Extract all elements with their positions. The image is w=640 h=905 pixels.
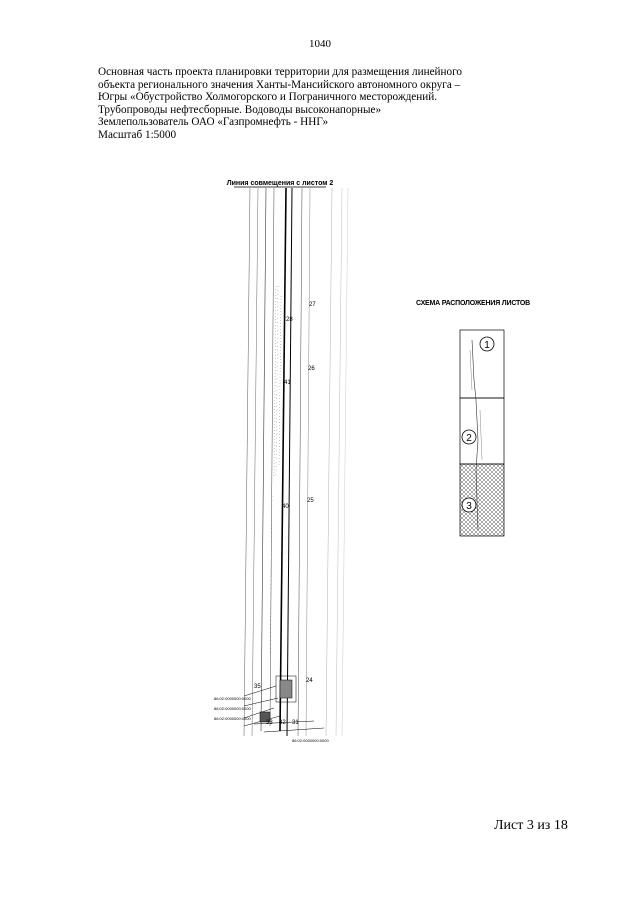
header-line: объекта регионального значения Ханты-Мансийского автономного округа – (98, 78, 461, 91)
map-svg (214, 176, 354, 756)
scheme-title: СХЕМА РАСПОЛОЖЕНИЯ ЛИСТОВ (416, 300, 530, 307)
svg-text:24: 24 (306, 678, 313, 684)
svg-text:86:02:0000000:0000: 86:02:0000000:0000 (214, 716, 251, 721)
boundary-line (326, 188, 332, 736)
document-header (98, 66, 538, 142)
svg-text:27: 27 (309, 302, 316, 308)
sheet-layout-scheme (408, 300, 538, 550)
sheet-labels (254, 302, 316, 726)
header-line: Масштаб 1:5000 (98, 128, 177, 141)
pipeline-line (280, 188, 286, 731)
header-line: Трубопроводы нефтесборные. Водоводы высоконапорные» (98, 103, 382, 116)
sheet-number: 2 (466, 433, 472, 444)
svg-text:86:02:0000000:0000: 86:02:0000000:0000 (214, 696, 251, 701)
boundary-line (261, 188, 266, 731)
boundary-line (252, 188, 258, 736)
boundary-line (342, 188, 348, 736)
svg-text:41: 41 (284, 380, 291, 386)
svg-text:33: 33 (266, 720, 273, 726)
sheet-number: 1 (484, 340, 490, 351)
page-number: 1040 (309, 38, 331, 50)
header-line: Землепользователь ОАО «Газпромнефть - ННГ» (98, 116, 329, 129)
svg-text:32: 32 (279, 720, 286, 726)
map-drawing (214, 176, 354, 756)
svg-text:40: 40 (282, 504, 289, 510)
svg-text:86:02:0000000:0000: 86:02:0000000:0000 (214, 706, 251, 711)
sheet-number: 3 (466, 501, 472, 512)
boundary-line (270, 188, 274, 726)
sheet-footer: Лист 3 из 18 (494, 818, 568, 833)
svg-text:86:02:0000000:0000: 86:02:0000000:0000 (292, 738, 329, 743)
svg-text:25: 25 (307, 498, 314, 504)
header-line: Основная часть проекта планировки территории для размещения линейного (98, 66, 463, 78)
boundary-line (298, 188, 302, 736)
header-line: Югры «Обустройство Холмогорского и Пограничного месторождений. (98, 91, 438, 104)
svg-text:28: 28 (286, 317, 293, 323)
boundary-line (336, 188, 342, 736)
boundary-line (244, 188, 250, 736)
scheme-svg (408, 320, 538, 550)
pipeline-line (287, 188, 292, 736)
svg-text:35: 35 (254, 684, 261, 690)
svg-text:26: 26 (308, 366, 315, 372)
boundary-line (306, 188, 310, 736)
svg-text:31: 31 (292, 720, 299, 726)
match-line-label: Линия совмещения с листом 2 (226, 180, 334, 187)
